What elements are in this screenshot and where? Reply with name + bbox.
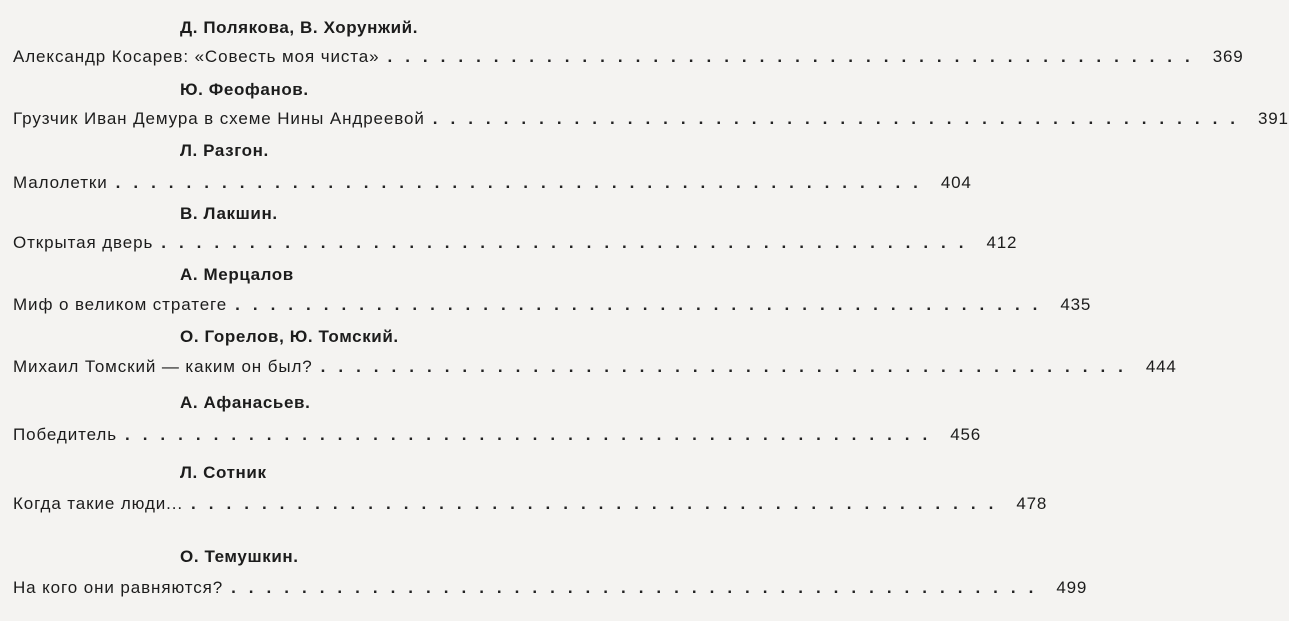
toc-page-number: 369 xyxy=(1212,47,1244,66)
toc-title: Миф о великом стратеге xyxy=(13,295,228,314)
toc-author: Л. Сотник xyxy=(180,463,267,482)
toc-author: Д. Полякова, В. Хорунжий. xyxy=(180,18,419,37)
toc-title-line xyxy=(13,109,1289,129)
toc-page-number: 391 xyxy=(1258,109,1289,128)
dot-leader: .............................................. xyxy=(235,295,1051,314)
toc-title-line xyxy=(13,295,1092,315)
toc-title-line xyxy=(13,47,1244,67)
toc-page-number: 499 xyxy=(1056,578,1088,597)
dot-leader: .............................................. xyxy=(231,578,1047,597)
toc-title: Победитель xyxy=(13,425,117,444)
toc-title: Когда такие люди... xyxy=(13,494,184,513)
dot-leader: .............................................. xyxy=(124,425,941,444)
toc-page-number: 456 xyxy=(950,425,982,444)
toc-author: В. Лакшин. xyxy=(180,204,278,223)
toc-title-line xyxy=(13,425,982,445)
toc-author: А. Мерцалов xyxy=(180,265,294,284)
toc-title-line xyxy=(13,173,972,193)
toc-author: О. Темушкин. xyxy=(180,547,299,566)
toc-author: Л. Разгон. xyxy=(180,141,269,160)
toc-author: О. Горелов, Ю. Томский. xyxy=(180,327,399,346)
dot-leader: .............................................. xyxy=(432,109,1249,128)
dot-leader: .............................................. xyxy=(320,357,1136,376)
dot-leader: .............................................. xyxy=(387,47,1203,66)
toc-page-number: 435 xyxy=(1060,295,1092,314)
dot-leader: .............................................. xyxy=(161,233,977,252)
toc-title: На кого они равняются? xyxy=(13,578,224,597)
toc-title-line xyxy=(13,494,1048,514)
dot-leader: .............................................. xyxy=(191,494,1007,513)
toc-title: Малолетки xyxy=(13,173,108,192)
toc-title: Михаил Томский — каким он был? xyxy=(13,357,313,376)
toc-title-line xyxy=(13,357,1177,377)
toc-title-line xyxy=(13,578,1088,598)
toc-title: Грузчик Иван Демура в схеме Нины Андреевой xyxy=(13,109,425,128)
toc-page-number: 404 xyxy=(940,173,972,192)
toc-author: Ю. Феофанов. xyxy=(180,80,309,99)
toc-author: А. Афанасьев. xyxy=(180,393,311,412)
dot-leader: .............................................. xyxy=(115,173,931,192)
toc-page-number: 412 xyxy=(986,233,1018,252)
toc-page-number: 478 xyxy=(1016,494,1048,513)
toc-title: Открытая дверь xyxy=(13,233,154,252)
toc-title: Александр Косарев: «Совесть моя чиста» xyxy=(13,47,380,66)
toc-title-line xyxy=(13,233,1018,253)
toc-page-number: 444 xyxy=(1145,357,1177,376)
